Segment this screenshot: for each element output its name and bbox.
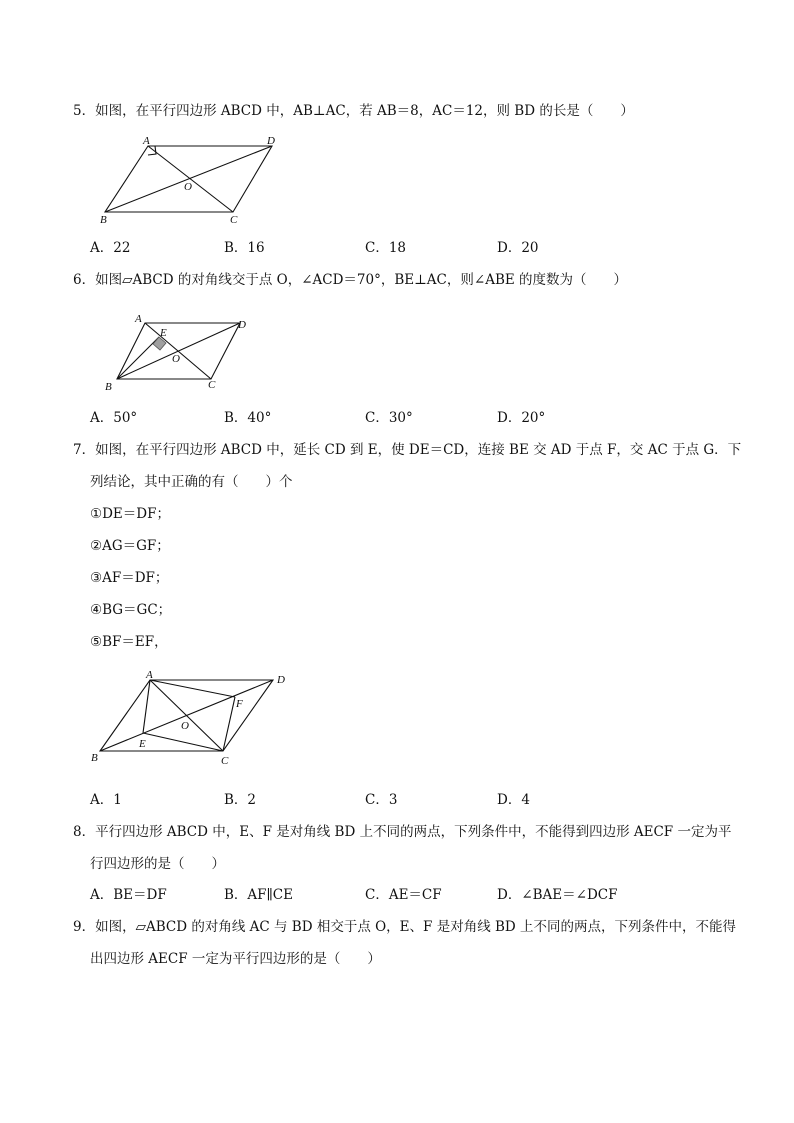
q9-stem-line1: 9．如图，▱ABCD 的对角线 AC 与 BD 相交于点 O，E、F 是对角线 BD 上不同的两点，下列条件中，不能得 xyxy=(73,919,737,935)
q5-figure xyxy=(95,133,285,228)
q5-label-b: B xyxy=(100,214,107,226)
q5-label-o: O xyxy=(184,181,192,193)
q8-option-c[interactable]: C．AE＝CF xyxy=(365,887,442,903)
q5-option-b[interactable]: B．16 xyxy=(224,240,265,256)
q8-option-b[interactable]: B．AF∥CE xyxy=(224,887,293,903)
q7-label-f: F xyxy=(236,698,243,710)
q8-stem-line1: 8．平行四边形 ABCD 中，E、F 是对角线 BD 上不同的两点，下列条件中，不能得到四边形 AECF 一定为平 xyxy=(73,824,732,840)
q5-label-a: A xyxy=(143,135,150,147)
q5-option-d[interactable]: D．20 xyxy=(497,240,539,256)
q6-option-b[interactable]: B．40° xyxy=(224,410,272,426)
q5-label-c: C xyxy=(230,214,238,226)
q7-stem-line2: 列结论，其中正确的有（ ）个 xyxy=(90,474,293,490)
q8-option-d[interactable]: D．∠BAE＝∠DCF xyxy=(497,887,618,903)
q8-stem-line2: 行四边形的是（ ） xyxy=(90,856,225,872)
q6-label-e: E xyxy=(160,327,167,339)
q7-option-a[interactable]: A．1 xyxy=(90,792,122,808)
q9-stem-line2: 出四边形 AECF 一定为平行四边形的是（ ） xyxy=(90,951,381,967)
q7-label-a: A xyxy=(146,669,153,681)
q7-statement-1: ①DE＝DF； xyxy=(90,506,170,522)
q6-label-a: A xyxy=(135,313,142,325)
q6-label-d: D xyxy=(238,319,246,331)
q7-statement-2: ②AG＝GF； xyxy=(90,538,170,554)
q7-stem-line1: 7．如图，在平行四边形 ABCD 中，延长 CD 到 E，使 DE＝CD，连接 BE 交 AD 于点 F，交 AC 于点 G．下 xyxy=(73,442,742,458)
q7-label-o: O xyxy=(181,720,189,732)
q6-figure xyxy=(100,310,260,395)
q6-label-c: C xyxy=(208,379,216,391)
q7-option-d[interactable]: D．4 xyxy=(497,792,530,808)
q7-label-d: D xyxy=(277,674,285,686)
q5-stem: 5．如图，在平行四边形 ABCD 中，AB⊥AC，若 AB＝8，AC＝12，则 BD 的长是（ ） xyxy=(73,103,634,119)
q5-option-a[interactable]: A．22 xyxy=(90,240,131,256)
q7-statement-3: ③AF＝DF； xyxy=(90,570,169,586)
q7-option-b[interactable]: B．2 xyxy=(224,792,257,808)
q5-label-d: D xyxy=(267,135,275,147)
q7-statement-4: ④BG＝GC； xyxy=(90,602,172,618)
q6-stem: 6．如图▱ABCD 的对角线交于点 O，∠ACD＝70°，BE⊥AC，则∠ABE 的度数为（ ） xyxy=(73,272,628,288)
q6-option-a[interactable]: A．50° xyxy=(90,410,138,426)
q7-statement-5: ⑤BF＝EF， xyxy=(90,634,168,650)
q7-label-e: E xyxy=(139,738,146,750)
q6-label-b: B xyxy=(105,381,112,393)
q6-option-c[interactable]: C．30° xyxy=(365,410,413,426)
q6-label-o: O xyxy=(172,353,180,365)
q7-label-c: C xyxy=(221,755,229,767)
q7-figure xyxy=(88,665,298,770)
q7-label-b: B xyxy=(91,752,98,764)
q8-option-a[interactable]: A．BE＝DF xyxy=(90,887,167,903)
q5-option-c[interactable]: C．18 xyxy=(365,240,407,256)
q6-option-d[interactable]: D．20° xyxy=(497,410,546,426)
q7-option-c[interactable]: C．3 xyxy=(365,792,398,808)
